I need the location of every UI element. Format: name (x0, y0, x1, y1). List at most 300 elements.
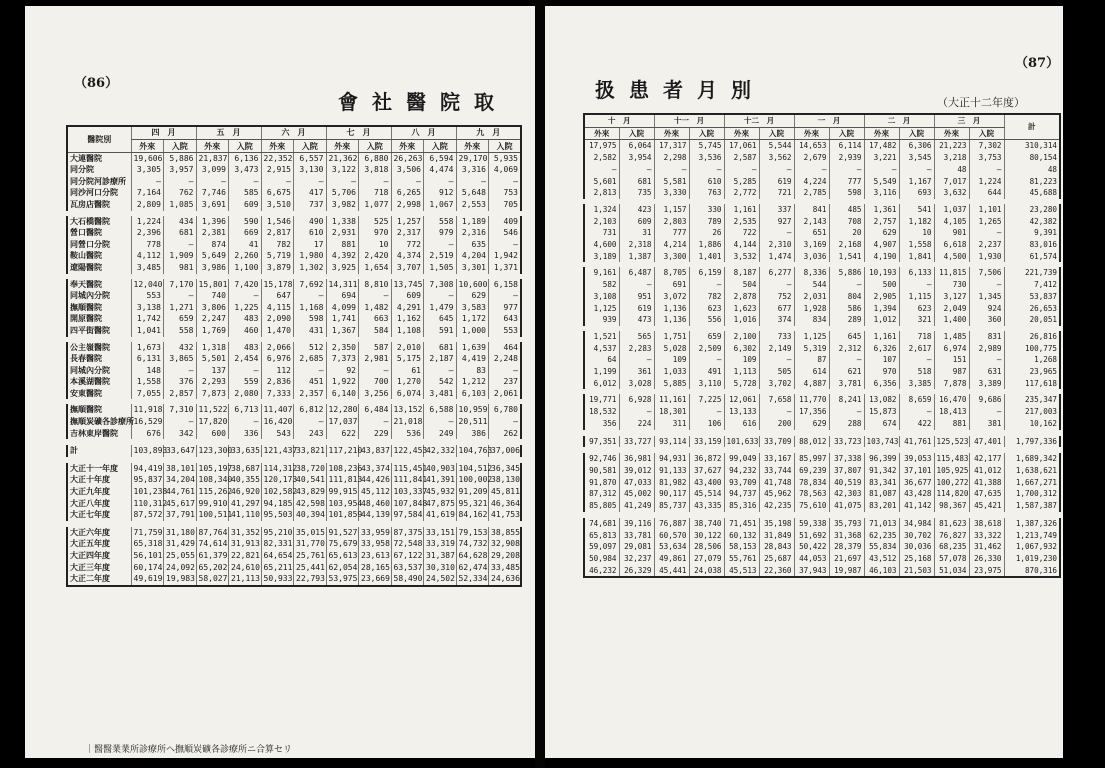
table-cell: 43,428 (899, 488, 934, 500)
table-cell: 47,875 (424, 498, 457, 510)
table-cell: 33,635 (229, 442, 262, 460)
table-cell: 30,702 (899, 530, 934, 542)
table-cell: 543 (261, 428, 294, 443)
table-cell: 46,232 (584, 565, 619, 578)
hospital-name: 安東醫院 (67, 388, 131, 402)
table-cell: 360 (969, 314, 1004, 328)
table-cell: 2,420 (359, 250, 392, 262)
table-cell: 1,345 (969, 291, 1004, 303)
table-cell: 41,761 (899, 433, 934, 451)
table-cell: 2,857 (164, 388, 197, 402)
subheader-out: 外來 (196, 139, 229, 152)
table-cell: 33,647 (164, 442, 197, 460)
table-row (67, 227, 521, 239)
table-cell: 103,954 (326, 498, 359, 510)
table-cell: 643 (489, 313, 522, 325)
table-cell: 63,537 (391, 562, 424, 574)
table-cell: 610 (294, 227, 327, 239)
table-cell: 2,785 (794, 187, 829, 201)
table-cell: 7,017 (934, 176, 969, 188)
table-cell: 590 (229, 213, 262, 227)
table-cell: 4,887 (794, 378, 829, 392)
table-cell: 1,769 (196, 325, 229, 339)
table-row (584, 303, 1060, 315)
table-cell: 21,223 (934, 140, 969, 152)
table-row (584, 450, 1060, 465)
table-cell: 629 (794, 418, 829, 433)
subheader-row (584, 127, 1060, 140)
table-cell: 681 (619, 176, 654, 188)
table-cell: 55,761 (724, 553, 759, 565)
table-row (584, 251, 1060, 265)
table-cell: 65,613 (326, 550, 359, 562)
table-cell: 1,505 (424, 262, 457, 276)
table-cell: 2,905 (864, 291, 899, 303)
table-cell: 35,793 (829, 515, 864, 530)
table-cell: 881 (934, 418, 969, 433)
table-cell: 3,316 (456, 164, 489, 176)
month-word: 月 (766, 116, 775, 125)
table-cell: 25,055 (164, 550, 197, 562)
table-cell: 2,293 (196, 376, 229, 388)
table-cell: — (724, 164, 759, 176)
table-cell: 40,903 (424, 460, 457, 475)
table-cell: 2,318 (619, 239, 654, 251)
table-cell: 5,649 (196, 250, 229, 262)
table-cell: 731 (584, 227, 619, 239)
table-cell: 1,302 (294, 262, 327, 276)
table-cell: 43,512 (864, 553, 899, 565)
table-row (67, 388, 521, 402)
hospital-name: 同營口分院 (67, 239, 131, 251)
table-cell: 80,154 (1004, 152, 1060, 164)
year-name: 大正九年度 (67, 486, 131, 498)
table-row (67, 562, 521, 574)
table-cell: 1,654 (359, 262, 392, 276)
table-cell: 2,316 (456, 227, 489, 239)
table-cell: 7,308 (424, 276, 457, 290)
table-cell: 1,172 (456, 313, 489, 325)
table-cell: 40,541 (294, 474, 327, 486)
table-cell: 62,474 (456, 562, 489, 574)
table-cell: 60,174 (131, 562, 164, 574)
table-cell: 1,673 (131, 339, 164, 353)
table-row (584, 216, 1060, 228)
book-gutter (535, 0, 545, 768)
table-cell: 645 (829, 328, 864, 342)
table-cell: 924 (969, 303, 1004, 315)
table-cell: 45,932 (424, 486, 457, 498)
table-cell: 1,101 (969, 201, 1004, 215)
year-name: 大正四年度 (67, 550, 131, 562)
table-cell: 310,314 (1004, 140, 1060, 152)
table-cell: 485 (829, 201, 864, 215)
table-cell: 10 (899, 227, 934, 239)
table-cell: 42,235 (759, 500, 794, 515)
table-row (584, 239, 1060, 251)
table-cell: 619 (759, 176, 794, 188)
table-row (584, 565, 1060, 578)
table-cell: 730 (934, 279, 969, 291)
table-row (584, 140, 1060, 152)
table-cell: 553 (131, 290, 164, 302)
table-cell: 3,954 (619, 152, 654, 164)
table-cell: 91,209 (456, 486, 489, 498)
subheader-out: 外來 (584, 127, 619, 140)
table-cell: 7,170 (164, 276, 197, 290)
table-cell: 11,770 (794, 392, 829, 406)
table-cell: 3,385 (899, 378, 934, 392)
table-cell: 16,529 (131, 416, 164, 428)
table-cell: 21,113 (229, 573, 262, 586)
table-cell: — (229, 290, 262, 302)
table-cell: 777 (654, 227, 689, 239)
table-cell: 4,392 (326, 250, 359, 262)
table-cell: 87,764 (196, 524, 229, 539)
table-cell: 17,356 (794, 406, 829, 418)
table-cell: 120,173 (261, 474, 294, 486)
table-cell: — (164, 176, 197, 188)
table-cell: 1,136 (654, 303, 689, 315)
table-cell: 901 (934, 227, 969, 239)
table-cell: 104,763 (456, 442, 489, 460)
table-cell: 3,116 (864, 187, 899, 201)
table-cell: 7,373 (326, 353, 359, 365)
table-row (584, 291, 1060, 303)
hospital-name: 同城內分院 (67, 290, 131, 302)
table-cell: 7,310 (164, 402, 197, 416)
table-cell: 64,654 (261, 550, 294, 562)
table-cell: — (759, 354, 794, 366)
table-cell: 6,557 (294, 152, 327, 164)
table-cell: 659 (689, 328, 724, 342)
table-cell: 68,235 (934, 541, 969, 553)
table-row (584, 366, 1060, 378)
table-cell: 64 (584, 354, 619, 366)
table-cell: 6,140 (326, 388, 359, 402)
table-row (67, 176, 521, 188)
table-cell: 37,338 (829, 450, 864, 465)
table-cell: 5,319 (794, 343, 829, 355)
table-cell: 102,582 (261, 486, 294, 498)
table-cell: 3,127 (934, 291, 969, 303)
table-cell: 39,012 (619, 465, 654, 477)
table-row (584, 378, 1060, 392)
month-header (794, 114, 864, 127)
table-cell: 58,153 (724, 541, 759, 553)
table-cell: 6,133 (899, 265, 934, 279)
table-cell: 1,558 (131, 376, 164, 388)
table-cell: — (131, 176, 164, 188)
table-row (584, 541, 1060, 553)
table-cell: — (759, 164, 794, 176)
table-cell: 8,705 (654, 265, 689, 279)
table-cell: 38,855 (489, 524, 522, 539)
table-cell: 970 (359, 227, 392, 239)
table-cell: 33,959 (359, 524, 392, 539)
table-cell: 5,175 (391, 353, 424, 365)
table-cell: 95,503 (261, 509, 294, 524)
table-cell: 87,312 (584, 488, 619, 500)
table-row (67, 339, 521, 353)
table-cell: 20,051 (1004, 314, 1060, 328)
table-cell: 58,027 (196, 573, 229, 586)
month-word: 月 (623, 116, 631, 125)
subheader-out: 外來 (391, 139, 424, 152)
table-cell: 558 (164, 325, 197, 339)
table-cell: 38,740 (689, 515, 724, 530)
hospital-name: 開原醫院 (67, 313, 131, 325)
table-cell: 23,975 (969, 565, 1004, 578)
table-cell: 4,374 (391, 250, 424, 262)
table-cell: 6,484 (359, 402, 392, 416)
table-cell: 7,506 (969, 265, 1004, 279)
table-row (584, 265, 1060, 279)
table-cell: 3,473 (229, 164, 262, 176)
table-row (584, 465, 1060, 477)
table-cell: 609 (619, 216, 654, 228)
table-cell: 53,975 (326, 573, 359, 586)
table-cell: 1,841 (899, 251, 934, 265)
table-cell: 1,623 (724, 303, 759, 315)
table-cell: 74,732 (456, 538, 489, 550)
table-cell: 7,692 (294, 276, 327, 290)
table-cell: 60,570 (654, 530, 689, 542)
table-cell: 23,669 (359, 573, 392, 586)
table-row (584, 553, 1060, 565)
table-cell: — (294, 176, 327, 188)
table-cell: 10 (359, 239, 392, 251)
table-cell: 45,441 (654, 565, 689, 578)
table-cell: — (689, 279, 724, 291)
table-cell: 681 (424, 339, 457, 353)
table-cell: 31,429 (164, 538, 197, 550)
table-cell: 2,049 (934, 303, 969, 315)
table-cell: 59,097 (584, 541, 619, 553)
table-cell: 565 (619, 328, 654, 342)
table-cell: 5,601 (584, 176, 619, 188)
table-cell: 4,419 (456, 353, 489, 365)
table-cell: 100,272 (934, 477, 969, 489)
footnote: ｜醫醫業業所診療所ヘ撫順炭礦各診療所ニ合算セリ (85, 745, 293, 755)
subheader-out: 外來 (794, 127, 829, 140)
table-cell: 505 (759, 366, 794, 378)
table-cell: 330 (689, 201, 724, 215)
table-cell: 7,878 (934, 378, 969, 392)
table-cell: 1,182 (899, 216, 934, 228)
table-cell: 651 (794, 227, 829, 239)
table-cell: 4,144 (724, 239, 759, 251)
table-cell: 38,618 (969, 515, 1004, 530)
table-cell: 47,401 (969, 433, 1004, 451)
subheader-out: 外來 (724, 127, 759, 140)
table-cell: 3,865 (164, 353, 197, 365)
table-cell: 4,214 (654, 239, 689, 251)
table-cell: 9,161 (584, 265, 619, 279)
table-cell: 3,879 (261, 262, 294, 276)
table-cell: 33,727 (619, 433, 654, 451)
table-cell: 2,679 (794, 152, 829, 164)
table-cell: 3,510 (261, 199, 294, 213)
right-page (545, 6, 1063, 758)
table-row (584, 500, 1060, 515)
hospital-name: 同分院 (67, 164, 131, 176)
table-cell: 3,481 (424, 388, 457, 402)
table-cell: 97,584 (391, 509, 424, 524)
table-cell: 1,401 (689, 251, 724, 265)
table-cell: — (489, 416, 522, 428)
table-cell: 84,162 (456, 509, 489, 524)
table-cell: 616 (724, 418, 759, 433)
table-cell: 42,332 (424, 442, 457, 460)
table-cell: 31,352 (229, 524, 262, 539)
table-cell: 1,930 (969, 251, 1004, 265)
table-cell: 2,283 (619, 343, 654, 355)
table-cell: — (424, 416, 457, 428)
table-cell: 2,809 (131, 199, 164, 213)
table-cell: 28,379 (829, 541, 864, 553)
table-cell: 16,470 (934, 392, 969, 406)
table-cell: 81,087 (864, 488, 899, 500)
table-cell: 12,040 (131, 276, 164, 290)
table-cell: 1,225 (229, 302, 262, 314)
table-cell: 11,815 (934, 265, 969, 279)
month-number: 三 (957, 116, 966, 125)
table-cell: 1,700,312 (1004, 488, 1060, 500)
table-cell: 1,485 (934, 328, 969, 342)
table-cell: 6,159 (689, 265, 724, 279)
table-row (67, 213, 521, 227)
table-cell: 22,360 (759, 565, 794, 578)
table-cell: 772 (391, 239, 424, 251)
table-cell: 8,810 (359, 276, 392, 290)
table-cell: 2,298 (654, 152, 689, 164)
table-cell: 103,893 (131, 442, 164, 460)
table-cell: 4,907 (864, 239, 899, 251)
month-number: 十一 (673, 116, 689, 125)
subheader-in: 入院 (164, 139, 197, 152)
table-cell: 874 (196, 239, 229, 251)
table-cell: 29,208 (489, 550, 522, 562)
table-cell: 92,746 (584, 450, 619, 465)
table-cell: 65,211 (261, 562, 294, 574)
table-cell: 609 (391, 290, 424, 302)
hospital-name: 本溪湖醫院 (67, 376, 131, 388)
table-row (67, 239, 521, 251)
table-cell: 3,301 (456, 262, 489, 276)
table-cell: 13,745 (391, 276, 424, 290)
table-cell: 83,341 (864, 477, 899, 489)
table-cell: 1,136 (654, 314, 689, 328)
table-cell: 623 (689, 303, 724, 315)
table-cell: 598 (829, 187, 864, 201)
table-cell: 59,338 (794, 515, 829, 530)
table-cell: 635 (456, 239, 489, 251)
table-cell: 1,361 (864, 201, 899, 215)
table-cell: — (164, 365, 197, 377)
hospital-name: 撫順炭礦各診療所 (67, 416, 131, 428)
month-header (456, 126, 521, 139)
table-cell: 117,618 (1004, 378, 1060, 392)
table-cell: 951 (619, 291, 654, 303)
table-cell: 88,012 (794, 433, 829, 451)
table-cell: 103,743 (864, 433, 899, 451)
table-cell: 40,355 (229, 474, 262, 486)
hospital-name: 大連醫院 (67, 152, 131, 164)
table-cell: 1,189 (456, 213, 489, 227)
table-cell: 3,122 (326, 164, 359, 176)
table-cell: 376 (164, 376, 197, 388)
table-cell: 11,522 (196, 402, 229, 416)
table-cell: — (359, 290, 392, 302)
subheader-out: 外來 (456, 139, 489, 152)
table-cell: 546 (489, 227, 522, 239)
table-cell: 1,168 (294, 302, 327, 314)
hospital-name: 同城內分院 (67, 365, 131, 377)
table-cell: 45,421 (969, 500, 1004, 515)
subheader-in: 入院 (829, 127, 864, 140)
table-cell: 2,519 (424, 250, 457, 262)
table-cell: 71,013 (864, 515, 899, 530)
table-cell: 7,658 (759, 392, 794, 406)
table-cell: 663 (359, 313, 392, 325)
table-cell: 148 (131, 365, 164, 377)
table-cell: 38,130 (489, 474, 522, 486)
table-cell: 61 (391, 365, 424, 377)
table-cell: 51,692 (794, 530, 829, 542)
table-cell: 17,820 (196, 416, 229, 428)
table-cell: 1,546 (261, 213, 294, 227)
table-cell: — (829, 279, 864, 291)
table-cell: 3,169 (794, 239, 829, 251)
table-cell: — (424, 365, 457, 377)
table-cell: 4,537 (584, 343, 619, 355)
table-cell: — (969, 406, 1004, 418)
table-cell: 108,236 (326, 460, 359, 475)
table-cell: 137 (196, 365, 229, 377)
table-cell: 6,064 (619, 140, 654, 152)
table-cell: 483 (229, 313, 262, 325)
table-cell: 2,939 (829, 152, 864, 164)
table-cell: 7,225 (689, 392, 724, 406)
table-cell: 1,367 (326, 325, 359, 339)
table-cell: — (969, 164, 1004, 176)
month-header (584, 114, 654, 127)
table-cell: 4,069 (489, 164, 522, 176)
table-cell: 2,317 (391, 227, 424, 239)
table-cell: 2,757 (864, 216, 899, 228)
table-cell: 93,709 (724, 477, 759, 489)
total-row (67, 442, 521, 460)
header-total: 計 (1004, 114, 1060, 140)
table-cell: 224 (619, 418, 654, 433)
table-cell: 235,347 (1004, 392, 1060, 406)
hospital-name: 遼陽醫院 (67, 262, 131, 276)
table-cell: 4,291 (391, 302, 424, 314)
table-cell: 60,132 (724, 530, 759, 542)
table-cell: 40,394 (294, 509, 327, 524)
table-cell: 1,085 (164, 199, 197, 213)
table-cell: 8,241 (829, 392, 864, 406)
table-cell: 1,541 (829, 251, 864, 265)
table-cell: 30,036 (899, 541, 934, 553)
table-cell: 67,122 (391, 550, 424, 562)
table-cell: 3,562 (759, 152, 794, 164)
table-cell: 26,263 (391, 152, 424, 164)
table-cell: 74,681 (584, 515, 619, 530)
table-cell: 46,364 (489, 498, 522, 510)
ledger-table-left (66, 125, 522, 587)
